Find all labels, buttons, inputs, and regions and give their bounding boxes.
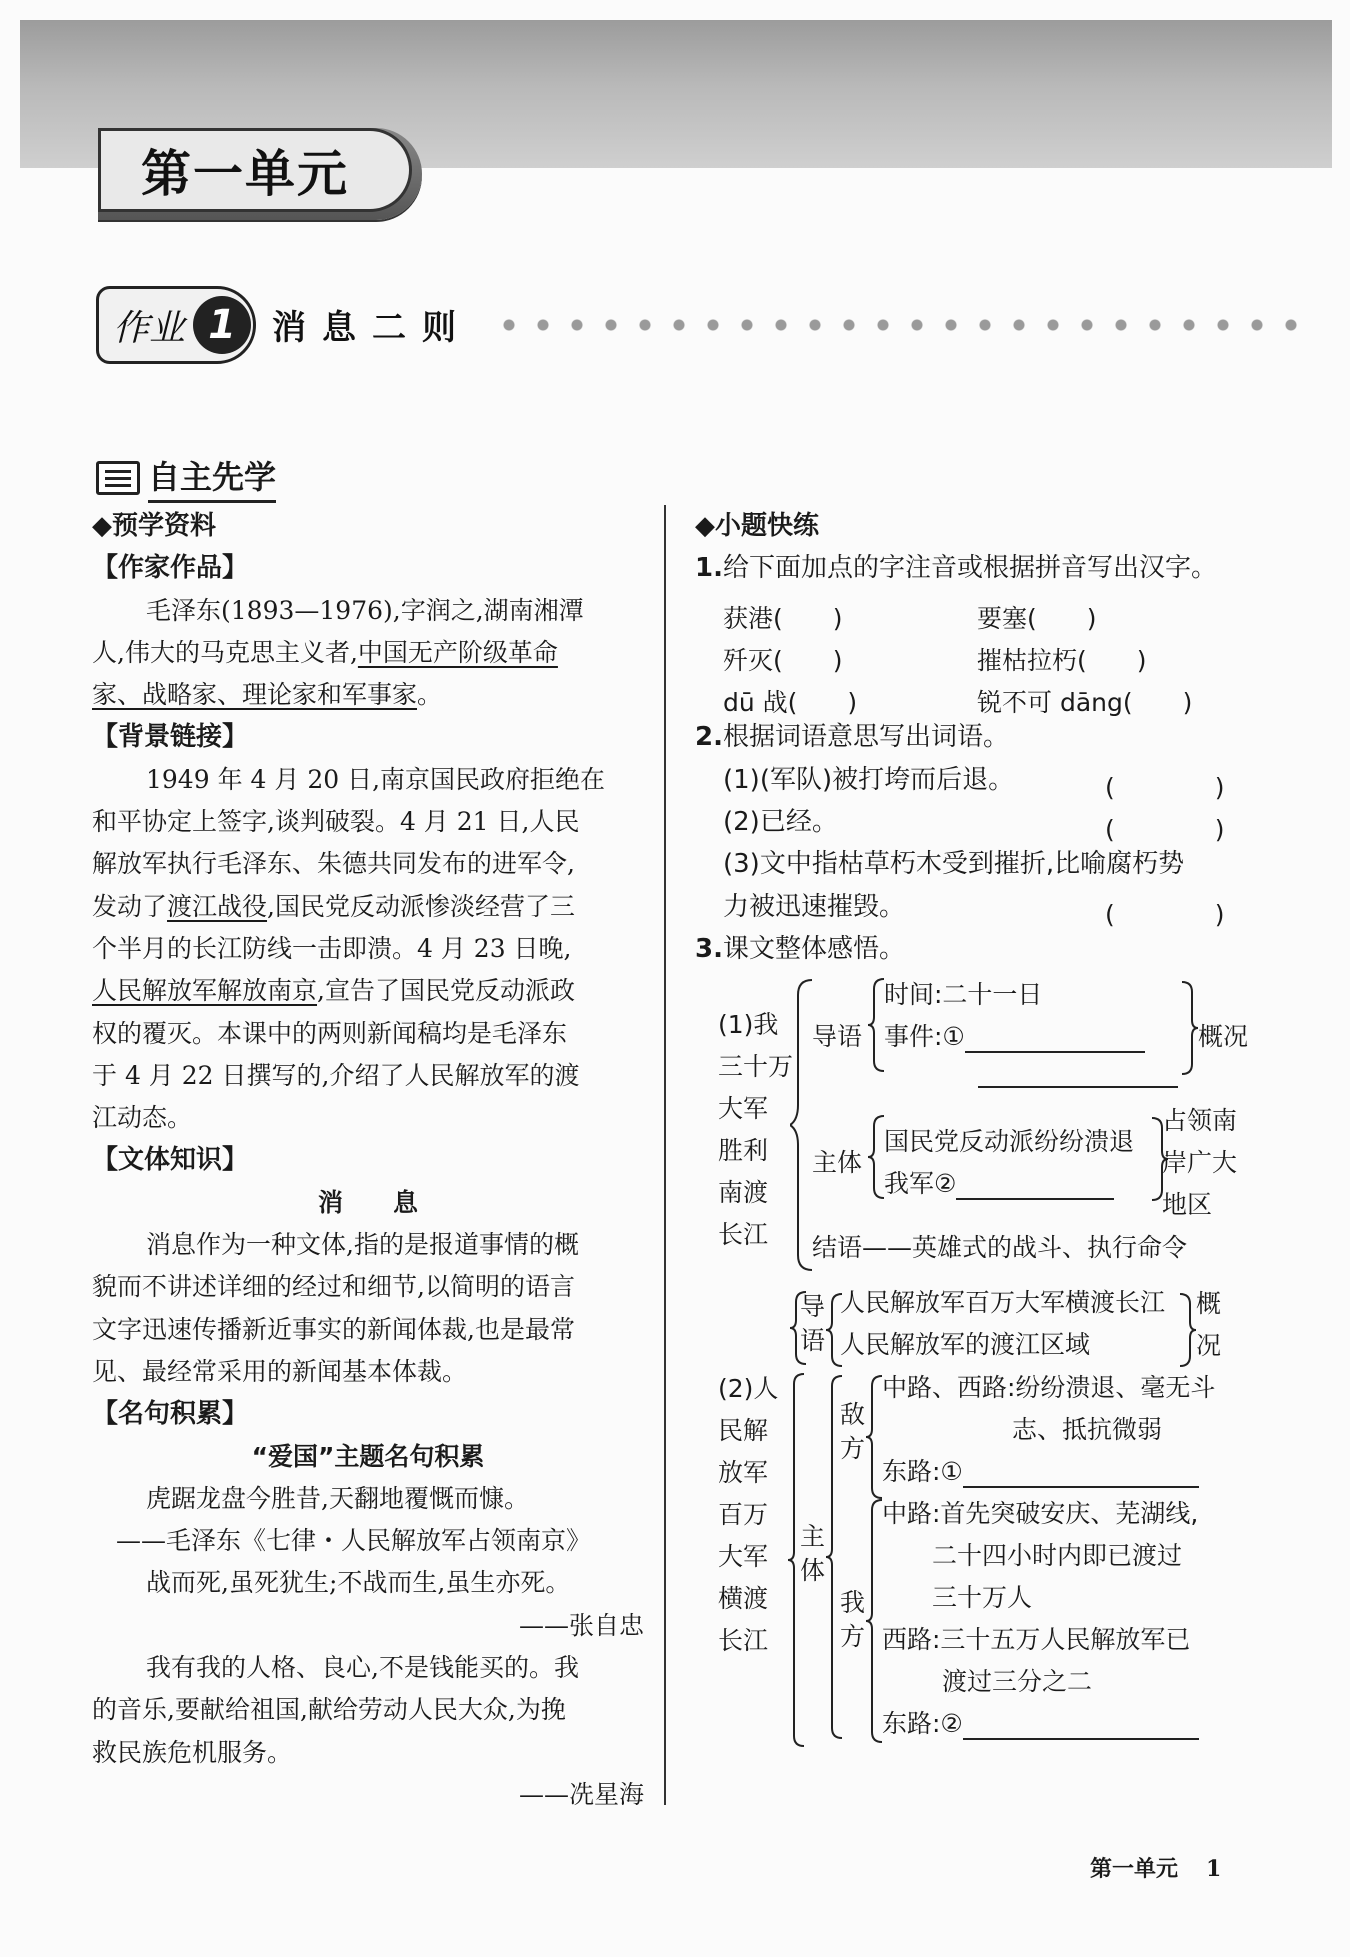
q1-item[interactable]: dū 战( ) — [723, 688, 858, 718]
map1-army: 我军② — [884, 1169, 957, 1198]
answer-paren[interactable]: ( ) — [1105, 815, 1225, 845]
quote-heading: 【名句积累】 — [92, 1399, 249, 1430]
map2-enemy: 敌 方 — [840, 1400, 866, 1463]
unit-tab — [98, 128, 422, 220]
genre-title: 消 息 — [317, 1187, 418, 1217]
drill-heading: ◆小题快练 — [695, 511, 819, 541]
map2-brace-summary — [1176, 1290, 1196, 1370]
q1-item[interactable]: 歼灭( ) — [723, 645, 843, 675]
author-heading: 【作家作品】 — [92, 553, 249, 584]
answer-paren[interactable]: ( ) — [1105, 772, 1225, 802]
map2-ours3: 三十万人 — [932, 1583, 1033, 1612]
map2-lead: 导 语 — [800, 1292, 826, 1355]
column-divider — [664, 505, 666, 1805]
answer-paren[interactable]: ( ) — [1105, 899, 1225, 929]
homework-badge — [96, 286, 256, 364]
q1-item[interactable]: 锐不可 dāng( ) — [977, 688, 1193, 718]
unit-title: 第一单元 — [141, 145, 349, 203]
map2-ours: 我 方 — [840, 1588, 866, 1651]
question-3: 3.课文整体感悟。 — [695, 933, 905, 964]
map2-ours6: 东路:② — [882, 1709, 963, 1738]
dotted-rule — [492, 318, 1312, 332]
left-column: ◆预学资料 【作家作品】 毛泽东(1893—1976),字润之,湖南湘潭 人,伟大的马克思主义者,中国无产阶级革命 家、战略家、理论家和军事家。 【背景链接】 1949 年 4 月 20 日,南京国民政府拒绝在 和平协定上签字,谈判破裂。4 月 21 日,人民 解放军执行毛泽东、朱德共同发布的进军令, 发动了渡江战役,国民党反动派惨淡经营了三 个半月的长江防线一击即溃。4 月 23 日晚, 人民解放军解放南京,宣告了国民党反动派政 权的覆灭。本课中的两则新闻稿均是毛泽东 于 4 月 22 日撰写的,介绍了人民解放军的渡 江动态。 【文体知识】 消 息 消息作为一种文体,指的是报道事情的概 貌而不讲述详细的经过和细节,以简明的语言 文字迅速传播新近事实的新闻体裁,也是最常 见、最经常采用的新闻基本体裁。 【名句积累】 “爱国”主题名句积累 虎踞龙盘今胜昔,天翻地覆慨而慷。 ——毛泽东《七律・人民解放军占领南京》 战而死,虽死犹生;不战而生,虽生亦死。 ——张自忠 我有我的人格、良心,不是钱能买的。我 的音乐,要献给祖国,献给劳动人民大众,为挽 救民族危机服务。 ——冼星海 — [92, 505, 644, 1816]
q1-item[interactable]: 摧枯拉朽( ) — [977, 645, 1147, 675]
answer-blank[interactable] — [965, 1023, 1145, 1053]
map2-ours5: 渡过三分之二 — [942, 1667, 1093, 1696]
footer-unit: 第一单元 — [1090, 1857, 1179, 1882]
map2-ours4: 西路:三十五万人民解放军已 — [882, 1625, 1191, 1654]
map2-enemy3: 东路:① — [882, 1457, 963, 1486]
question-1: 1.给下面加点的字注音或根据拼音写出汉字。 — [695, 553, 1217, 584]
answer-blank[interactable] — [956, 1170, 1114, 1200]
map1-body: 主体 — [812, 1148, 863, 1177]
prep-heading: ◆预学资料 — [92, 511, 216, 541]
page-number: 1 — [1206, 1856, 1222, 1882]
map1-time: 时间:二十一日 — [884, 980, 1043, 1009]
answer-blank[interactable] — [963, 1458, 1199, 1488]
map1-ending: 结语——英雄式的战斗、执行命令 — [812, 1233, 1188, 1262]
homework-label: 作业 — [113, 307, 186, 349]
answer-blank[interactable] — [978, 1058, 1178, 1088]
map2-body: 主 体 — [800, 1522, 826, 1585]
map2-enemy2: 志、抵抗微弱 — [1012, 1415, 1163, 1444]
map2-lead1: 人民解放军百万大军横渡长江 — [840, 1288, 1166, 1317]
section-heading — [96, 452, 276, 503]
page-footer — [1090, 1852, 1221, 1883]
map2-enemy1: 中路、西路:纷纷溃退、毫无斗 — [882, 1373, 1216, 1402]
map1-brace-summary — [1178, 978, 1198, 1078]
map2-summary: 概 况 — [1196, 1289, 1222, 1360]
map1-title: (1)我 三十万 大军 胜利 南渡 长江 — [718, 1010, 794, 1249]
right-column: ◆小题快练 1.给下面加点的字注音或根据拼音写出汉字。 获港( ) 要塞( ) 歼灭( ) 摧枯拉朽( ) dū 战( ) 锐不可 dāng( ) 2.根据词语意思写出词语。 (1)(军队)被打垮而后退。 ( ) (2)已经。 ( ) (3)文中指枯草朽木受到摧折,比喻腐朽势 力被迅速摧毁。 ( ) 3.课文整体感悟。 — [695, 505, 1255, 970]
quote-title: “爱国”主题名句积累 — [251, 1441, 485, 1471]
q1-item[interactable]: 要塞( ) — [977, 603, 1097, 633]
lesson-title: 消息二则 — [272, 308, 472, 348]
author-text: 毛泽东(1893—1976),字润之,湖南湘潭 — [146, 595, 584, 625]
section-title: 自主先学 — [148, 452, 276, 503]
map2-title: (2)人 民解 放军 百万 大军 横渡 长江 — [718, 1374, 779, 1655]
map1-summary: 概况 — [1198, 1022, 1249, 1051]
genre-heading: 【文体知识】 — [92, 1145, 249, 1176]
answer-blank[interactable] — [963, 1710, 1199, 1740]
map1-lead: 导语 — [812, 1022, 863, 1051]
question-2: 2.根据词语意思写出词语。 — [695, 722, 1009, 753]
map1-occupy: 占领南 岸广大 地区 — [1162, 1106, 1238, 1219]
map1-kmt: 国民党反动派纷纷溃退 — [884, 1127, 1135, 1156]
map2-ours1: 中路:首先突破安庆、芜湖线, — [882, 1499, 1199, 1528]
q1-item[interactable]: 获港( ) — [723, 603, 843, 633]
map2-lead2: 人民解放军的渡江区域 — [840, 1330, 1091, 1359]
homework-number: 1 — [193, 296, 251, 354]
map2-ours2: 二十四小时内即已渡过 — [932, 1541, 1183, 1570]
book-icon — [96, 461, 140, 495]
background-heading: 【背景链接】 — [92, 722, 249, 753]
map1-event: 事件:① — [884, 1022, 965, 1051]
